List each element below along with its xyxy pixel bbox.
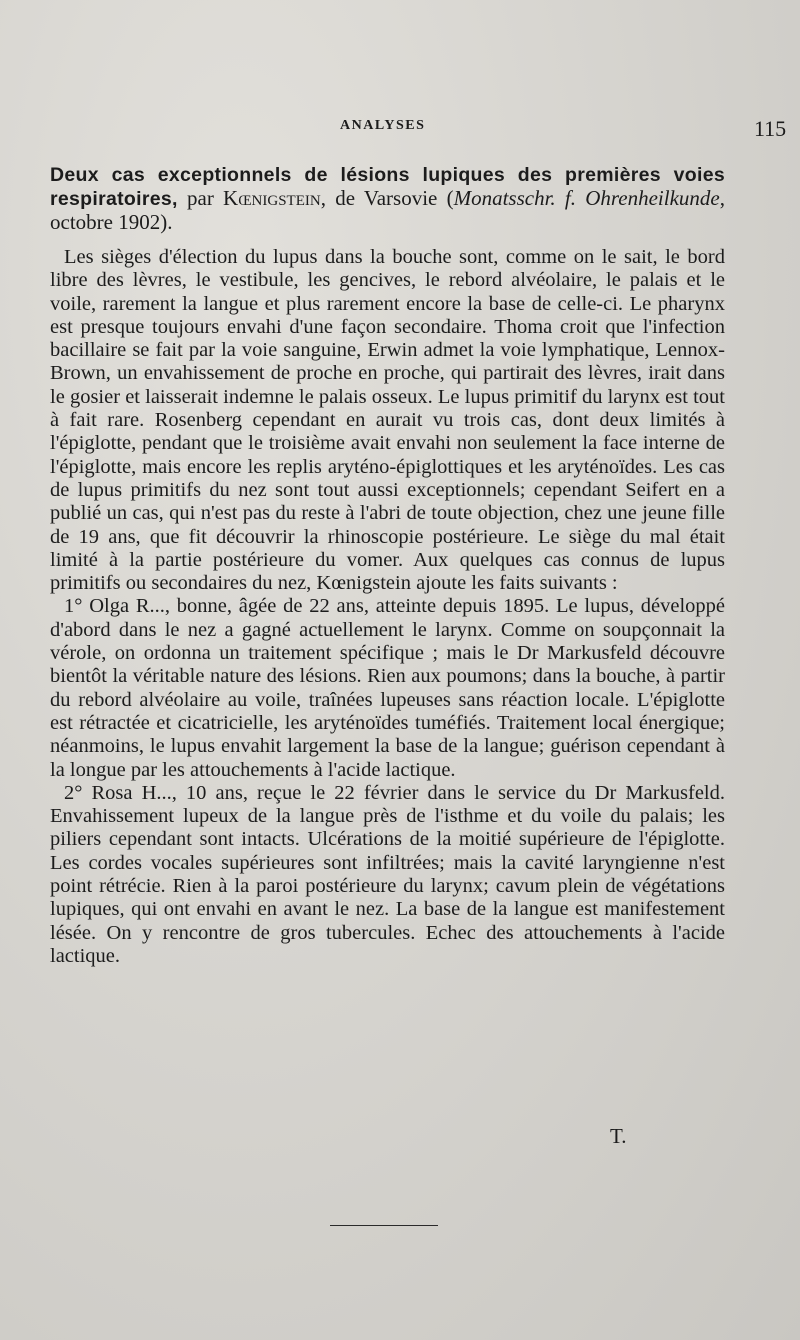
article-author: Kœnigstein <box>223 186 321 210</box>
page-number: 115 <box>754 116 787 141</box>
reviewer-signature: T. <box>610 1124 627 1148</box>
article-journal: Monatsschr. f. Ohrenheilkunde <box>453 186 720 210</box>
article-body <box>50 246 725 968</box>
article-by: par <box>177 186 224 210</box>
paragraph: Les sièges d'élection du lupus dans la bouche sont, comme on le sait, le bord libre des lèvres, le vestibule, les gencives, le rebord alvéolaire, le palais et le voile, rarement la langue et plus rarement encore la base de celle-ci. Le pharynx est presque toujours envahi d'une façon secondaire. Thoma croit que l'infection bacillaire se fait par la voie sanguine, Erwin admet la voie lymphatique, Lennox-Brown, un envahissement de proche en proche, qui partirait des lèvres, irait dans le gosier et laisserait indemne le palais osseux. Le lupus primitif du larynx est tout à fait rare. Rosenberg cependant en aurait vu trois cas, dont deux limités à l'épiglotte, pendant que le troisième avait envahi non seulement la face interne de l'épiglotte, mais encore les replis aryténo-épiglottiques et les aryténoïdes. Les cas de lupus primitifs du nez sont tout aussi exceptionnels; cependant Seifert en a publié un cas, qui n'est pas du reste à l'abri de toute objection, chez une jeune fille de 19 ans, que fit découvrir la rhinoscopie postérieure. Le siège du mal était limité à la partie postérieure du vomer. Aux quelques cas connus de lupus primitifs ou secondaires du nez, Kœnigstein ajoute les faits suivants : <box>50 246 725 595</box>
section-title: ANALYSES <box>340 118 426 133</box>
article <box>50 163 725 968</box>
article-affiliation: , de Varsovie ( <box>320 186 454 210</box>
running-head <box>0 118 800 142</box>
article-title: Deux cas exceptionnels de lésions lupiques des premières voies respiratoires, <box>50 164 725 210</box>
end-rule <box>330 1225 438 1226</box>
paragraph: 1° Olga R..., bonne, âgée de 22 ans, atteinte depuis 1895. Le lupus, développé d'abord dans le nez a gagné actuellement le larynx. Comme on soupçonnait la vérole, on ordonna un traitement spécifique ; mais le Dr Markusfeld découvre bientôt la véritable nature des lésions. Rien aux poumons; dans la bouche, à partir du rebord alvéolaire au voile, traînées lupeuses sans réaction locale. L'épiglotte est rétractée et cicatricielle, les aryténoïdes tuméfiés. Traitement local énergique; néanmoins, le lupus envahit largement la base de la langue; guérison cependant à la longue par les attouchements à l'acide lactique. <box>50 595 725 781</box>
article-heading <box>50 163 725 234</box>
paragraph: 2° Rosa H..., 10 ans, reçue le 22 février dans le service du Dr Markusfeld. Envahissement lupeux de la langue près de l'isthme et du voile du palais; les piliers cependant sont intacts. Ulcérations de la moitié supérieure de l'épiglotte. Les cordes vocales supérieures sont infiltrées; mais la cavité laryngienne n'est point rétrécie. Rien à la paroi postérieure du larynx; cavum plein de végétations lupiques, qui ont envahi en avant le nez. La base de la langue est manifestement lésée. On y rencontre de gros tubercules. Echec des attouchements à l'acide lactique. <box>50 781 725 967</box>
article-date: , octobre 1902). <box>50 186 725 234</box>
